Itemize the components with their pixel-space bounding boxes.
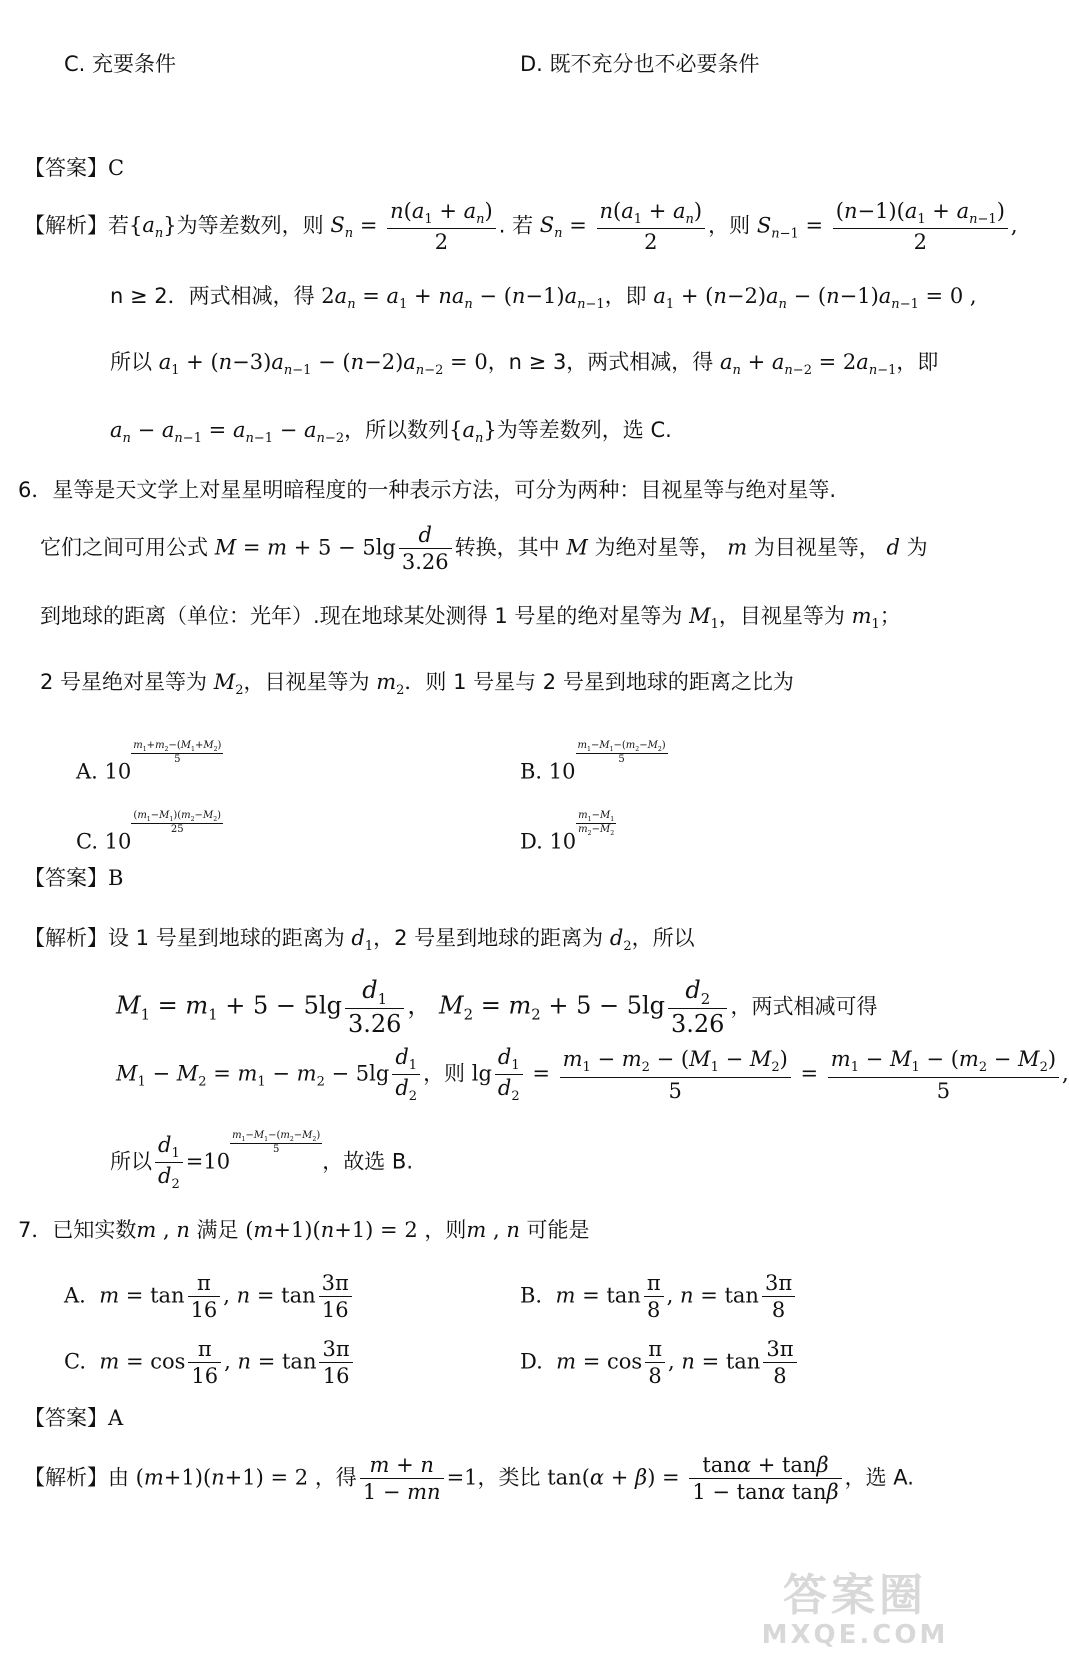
text: ，即	[604, 284, 647, 308]
q7-option-d: D. m = cos $\frac{\pi}{8}$ , n = tan $\frac{3\pi}{8}$	[520, 1336, 800, 1390]
analysis-label: 【解析】	[24, 926, 108, 950]
q6-stem-line2: 它们之间可用公式 M = m + 5 − 5lg $\frac{d}{3.26}$ 转换，其中 M 为绝对星等， m 为目视星等， d 为	[40, 523, 928, 575]
q5-analysis-line1: 【解析】若$\{a_n\}$为等差数列，则 $S_n$ = $\frac{n(a_1 + a_n)}{2}$ . 若 $S_n$ = $\frac{n(a_1 + a_n)}{2}$ ，则 $S_{n-1}$ = $\frac{(n-1)(a_1 + a_{n-1})}{2}$ ,	[24, 199, 1018, 255]
text: ，故选 B.	[322, 1149, 414, 1174]
text: 为目视星等，	[753, 535, 880, 560]
option-label: A.	[76, 759, 98, 784]
q6-stem-line1: 6．星等是天文学上对星星明暗程度的一种表示方法，可分为两种：目视星等与绝对星等.	[18, 478, 837, 502]
fraction: $\frac{3\pi}{8}$	[762, 1270, 795, 1324]
exponent: $\frac{m_1+m_2-(M_1+M_2)}{5}$	[133, 740, 222, 766]
q5-analysis-line3: 所以 $a_1 + (n-3)a_{n-1} - (n-2)a_{n-2} = 0$，n ≥ 3，两式相减，得 $a_n + a_{n-2} = 2a_{n-1}$，即	[110, 350, 939, 379]
q6-option-b: B. 10 $\frac{m_1-M_1-(m_2-M_2)}{5}$	[520, 740, 666, 784]
exponent: $\frac{(m_1-M_1)(m_2-M_2)}{25}$	[133, 810, 222, 836]
fraction: $\frac{\pi}{16}$	[188, 1270, 221, 1324]
answer-label: 【答案】	[24, 866, 108, 890]
fraction: $\frac{n(a_1 + a_n)}{2}$	[387, 198, 496, 256]
text: ，类比	[477, 1465, 541, 1490]
q6-option-c: C. 10 $\frac{(m_1-M_1)(m_2-M_2)}{25}$	[76, 810, 222, 854]
fraction: $\frac{d_2}{3.26}$	[668, 975, 727, 1039]
q7-answer	[24, 1402, 123, 1432]
q7-option-b: B. m = tan $\frac{\pi}{8}$ , n = tan $\frac{3\pi}{8}$	[520, 1270, 798, 1324]
text: 所以	[110, 1149, 152, 1174]
text: ，两式相减可得	[730, 994, 878, 1019]
q5-analysis-line2: n ≥ 2．两式相减，得 $2a_n = a_1 + na_n - (n-1)a_{n-1}$，即 $a_1 + (n-2)a_n - (n-1)a_{n-1} = 0$ ,	[110, 284, 977, 313]
fraction: $\frac{3\pi}{16}$	[319, 1270, 352, 1324]
watermark-logo-text: 答案圈	[783, 1570, 927, 1621]
text: 所以	[110, 350, 152, 374]
text: 为绝对星等，	[594, 535, 721, 560]
text: ，目视星等为	[718, 604, 845, 628]
text: ，则	[424, 1218, 467, 1242]
text: ，即	[896, 350, 939, 374]
exponent: $\frac{m_1-M_1-(m_2-M_2)}{5}$	[577, 740, 666, 766]
option-label: C.	[76, 829, 98, 854]
analysis-label: 【解析】	[24, 1465, 108, 1490]
text: 为等差数列，选 C.	[496, 418, 672, 442]
text: . 若	[498, 213, 534, 238]
q6-stem-line4: 2 号星绝对星等为 $M_2$，目视星等为 $m_2$．则 1 号星与 2 号星到地球的距离之比为	[40, 670, 794, 699]
text: 为等差数列，则	[176, 213, 324, 238]
text: ，2 号星到地球的距离为	[373, 926, 604, 950]
fraction: $\frac{3\pi}{8}$	[763, 1336, 796, 1390]
option-label: C.	[64, 1349, 86, 1374]
text: 设 1 号星到地球的距离为	[108, 926, 345, 950]
fraction: $\frac{n(a_1 + a_n)}{2}$	[597, 198, 706, 256]
text: 可能是	[526, 1218, 590, 1242]
q7-option-c: C. m = cos $\frac{\pi}{16}$ , n = tan $\frac{3\pi}{16}$	[64, 1336, 356, 1390]
text: 若	[108, 213, 129, 238]
analysis-label: 【解析】	[24, 213, 108, 238]
watermark	[740, 1572, 970, 1652]
q5-option-d: D. 既不充分也不必要条件	[520, 52, 760, 76]
text: 转换，其中	[454, 535, 560, 560]
text: ，选 A.	[844, 1465, 914, 1490]
watermark-url: MXQE.COM	[761, 1620, 949, 1650]
text: ，所以数列	[344, 418, 450, 442]
q6-option-a: A. 10 $\frac{m_1+m_2-(M_1+M_2)}{5}$	[76, 740, 222, 784]
q5-option-c: C. 充要条件	[64, 52, 177, 76]
q7-stem: 7．已知实数m , n 满足 (m+1)(n+1) = 2 ，则m , n 可能是	[18, 1218, 590, 1242]
answer-label: 【答案】	[24, 156, 108, 180]
fraction: $\frac{\pi}{8}$	[644, 1270, 664, 1324]
fraction: $\frac{(n-1)(a_1 + a_{n-1})}{2}$	[833, 198, 1008, 256]
fraction: $\frac{m_1 - m_2 - (M_1 - M_2)}{5}$	[560, 1046, 791, 1104]
fraction: $\frac{m_1 - M_1 - (m_2 - M_2)}{5}$	[828, 1046, 1059, 1104]
q5-analysis-line4: $a_n - a_{n-1} = a_{n-1} - a_{n-2}$，所以数列$\{a_n\}$为等差数列，选 C.	[110, 418, 672, 447]
q6-option-d: D. 10 $\frac{m_1-M_1}{m_2-M_2}$	[520, 810, 615, 854]
fraction: $\frac{d_1}{3.26}$	[345, 975, 404, 1039]
q6-analysis-line4: 所以 $\frac{d_1}{d_2}$ =10 $\frac{m_1-M_1-(m_2-M_2)}{5}$ ，故选 B.	[110, 1130, 414, 1193]
answer-value: B	[108, 866, 124, 890]
fraction: $\frac{m + n}{1 - mn}$	[360, 1452, 444, 1506]
q7-analysis: 【解析】由 (m+1)(n+1) = 2 ，得 $\frac{m + n}{1 - mn}$ =1，类比 tan(α + β) = $\frac{\tan\alpha + \tan\beta}{\text{1 − tanα tanβ}}$ ，选 A.	[24, 1453, 914, 1505]
text: ，n ≥ 3，两式相减，得	[487, 350, 714, 374]
exponent: $\frac{m_1-M_1}{m_2-M_2}$	[578, 810, 615, 838]
option-label: B.	[520, 1283, 543, 1308]
fraction: $\frac{d_1}{d_2}$	[392, 1044, 420, 1106]
text: ．则 1 号星与 2 号星到地球的距离之比为	[404, 670, 794, 694]
text: 为	[906, 535, 928, 560]
q6-analysis-line3: $M_1 - M_2 = m_1 - m_2 - 5\lg$ $\frac{d_1}{d_2}$ ，则 lg $\frac{d_1}{d_2}$ = $\frac{m_1 - m_2 - (M_1 - M_2)}{5}$ = $\frac{m_1 - M_1 - (m_2 - M_2)}{5}$ ,	[116, 1045, 1069, 1105]
option-label: B.	[520, 759, 543, 784]
fraction: $\frac{3\pi}{16}$	[319, 1336, 352, 1390]
fraction: $\frac{d_1}{d_2}$	[495, 1044, 523, 1106]
text: ，则	[423, 1061, 466, 1086]
fraction: $\frac{\tan\alpha + \tan\beta}{\text{1 − tanα tanβ}}$	[689, 1452, 841, 1506]
exponent: $\frac{m_1-M_1-(m_2-M_2)}{5}$	[232, 1130, 321, 1156]
option-label: D.	[520, 1349, 543, 1374]
text: ，所以	[631, 926, 695, 950]
text: ，得	[314, 1465, 357, 1490]
text: 到地球的距离（单位：光年）.现在地球某处测得 1 号星的绝对星等为	[40, 604, 683, 628]
q7-option-a: A. m = tan $\frac{\pi}{16}$ , n = tan $\frac{3\pi}{16}$	[64, 1270, 355, 1324]
fraction: $\frac{\pi}{16}$	[188, 1336, 221, 1390]
answer-value: C	[108, 156, 125, 180]
answer-value: A	[108, 1406, 124, 1430]
fraction: $\frac{d_1}{d_2}$	[155, 1132, 183, 1194]
text: 7．已知实数	[18, 1218, 137, 1242]
q5-answer	[24, 152, 124, 182]
option-label: A.	[64, 1283, 86, 1308]
fraction: $\frac{\pi}{8}$	[645, 1336, 665, 1390]
q6-answer	[24, 862, 123, 892]
q6-analysis-line2: $M_1 = m_1 + 5 - 5\lg$ $\frac{d_1}{3.26}$ ， $M_2 = m_2 + 5 - 5\lg$ $\frac{d_2}{3.26}$ ，两式相减可得	[116, 976, 878, 1039]
answer-label: 【答案】	[24, 1406, 108, 1430]
fraction: $\frac{d}{3.26}$	[399, 522, 452, 576]
text: 满足	[196, 1218, 239, 1242]
text: 它们之间可用公式	[40, 535, 208, 560]
text: n ≥ 2．两式相减，得	[110, 284, 315, 308]
q6-stem-line3: 到地球的距离（单位：光年）.现在地球某处测得 1 号星的绝对星等为 $M_1$，目视星等为 $m_1$；	[40, 604, 901, 633]
option-label: D.	[520, 829, 543, 854]
text: ，目视星等为	[243, 670, 370, 694]
text: 2 号星绝对星等为	[40, 670, 208, 694]
text: ，则	[708, 213, 751, 238]
q6-analysis-line1: 【解析】设 1 号星到地球的距离为 $d_1$，2 号星到地球的距离为 $d_2$，所以	[24, 926, 695, 955]
text: 由	[108, 1465, 129, 1490]
